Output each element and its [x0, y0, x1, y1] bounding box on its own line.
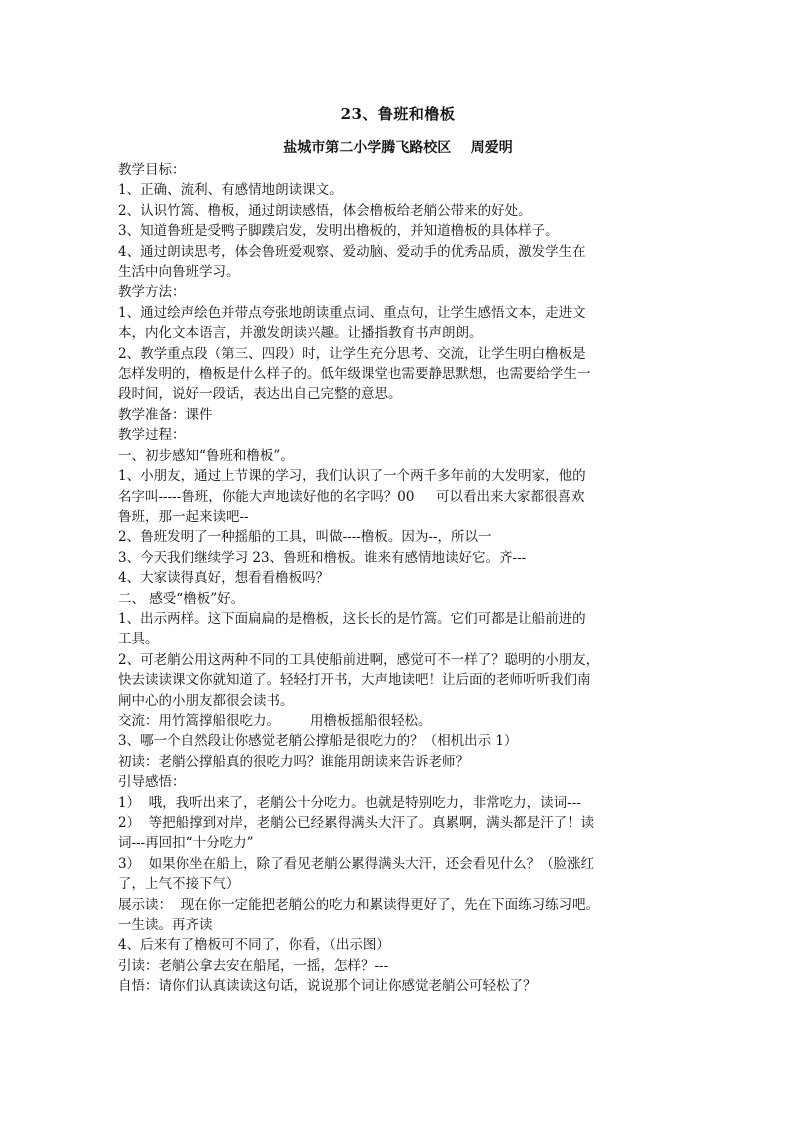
text-line: 1） 哦，我听出来了，老艄公十分吃力。也就是特别吃力，非常吃力，读词--- [118, 794, 581, 811]
text-line: 2） 等把船撑到对岸，老艄公已经累得满头大汗了。真累啊，满头都是汗了！读 [118, 815, 595, 831]
text-line: 生活中向鲁班学习。 [118, 264, 240, 281]
text-line: 教学目标： [118, 162, 186, 178]
text-line: 引导感悟： [118, 774, 186, 791]
text-line: 1、通过绘声绘色并带点夸张地朗读重点词、重点句，让学生感悟文本，走进文 [118, 304, 586, 321]
text-line: 2、教学重点段（第三、四段）时，让学生充分思考、交流，让学生明白橹板是 [118, 345, 586, 362]
text-line: 4、大家读得真好，想看看橹板吗？ [118, 570, 330, 587]
text-line: 1、小朋友，通过上节课的学习，我们认识了一个两千多年前的大发明家，他的 [118, 468, 586, 485]
text-line: 1、出示两样。这下面扁扁的是橹板，这长长的是竹篙。它们可都是让船前进的 [118, 610, 586, 627]
text-line: 展示读： 现在你一定能把老艄公的吃力和累读得更好了，先在下面练习练习吧。 [118, 896, 600, 913]
text-line: 3、知道鲁班是受鸭子脚蹼启发，发明出橹板的，并知道橹板的具体样子。 [118, 223, 559, 240]
text-line: 本，内化文本语言，并激发朗读兴趣。让播指教育书声朗朗。 [118, 325, 483, 342]
document-page [118, 104, 678, 997]
text-line: 了，上气不接下气） [118, 876, 240, 893]
text-line: 4、后来有了橹板可不同了，你看，（出示图） [118, 937, 390, 954]
text-line: 自悟：请你们认真读读这句话，说说那个词让你感觉老艄公可轻松了？ [118, 978, 537, 995]
text-line: 3、哪一个自然段让你感觉老艄公撑船是很吃力的？（相机出示 1） [118, 733, 518, 750]
text-line: 闸中心的小朋友都很会读书。 [118, 692, 294, 709]
text-line: 教学过程： [118, 427, 186, 444]
text-line: 1、正确、流利、有感情地朗读课文。 [118, 182, 343, 199]
text-line: 一生读。再齐读 [118, 917, 213, 934]
text-line: 2、可老艄公用这两种不同的工具使船前进啊，感觉可不一样了？聪明的小朋友， [118, 651, 600, 668]
text-line: 名字叫-----鲁班，你能大声地读好他的名字吗？00 可以看出来大家都很喜欢 [118, 488, 585, 505]
text-line: 词---再回扣“十分吃力” [118, 835, 254, 852]
text-line: 教学方法： [118, 284, 186, 301]
text-line: 2、鲁班发明了一种摇船的工具，叫做----橹板。因为--，所以一 [118, 529, 492, 546]
text-line: 3） 如果你坐在船上，除了看见老艄公累得满头大汗，还会看见什么？（脸涨红 [118, 855, 595, 872]
text-line: 怎样发明的，橹板是什么样子的。低年级课堂也需要静思默想，也需要给学生一 [118, 366, 591, 383]
text-line: 二、 感受“橹板”好。 [118, 590, 245, 607]
text-line: 快去读读课文你就知道了。轻轻打开书，大声地读吧！让后面的老师听听我们南 [118, 672, 591, 689]
text-line: 3、今天我们继续学习 23、鲁班和橹板。谁来有感情地读好它。齐--- [118, 549, 527, 566]
text-line: 段时间，说好一段话，表达出自己完整的意思。 [118, 386, 402, 403]
document-title: 23、鲁班和橹板 [340, 105, 456, 123]
text-line: 一、初步感知“鲁班和橹板”。 [118, 447, 294, 464]
text-line: 教学准备：课件 [118, 406, 213, 423]
text-line: 交流：用竹篙撑船很吃力。 用橹板摇船很轻松。 [118, 712, 432, 729]
text-line: 引读：老艄公拿去安在船尾，一摇，怎样？--- [118, 957, 389, 974]
text-line: 鲁班，那一起来读吧-- [118, 508, 249, 525]
text-line: 初读：老艄公撑船真的很吃力吗？谁能用朗读来告诉老师？ [118, 753, 469, 770]
text-line: 2、认识竹篙、橹板，通过朗读感悟，体会橹板给老艄公带来的好处。 [118, 202, 532, 219]
document-body [118, 160, 678, 997]
author-line: 盐城市第二小学腾飞路校区 周爱明 [283, 140, 513, 156]
text-line: 工具。 [118, 631, 159, 648]
text-line: 4、通过朗读思考，体会鲁班爱观察、爱动脑、爱动手的优秀品质，激发学生在 [118, 243, 586, 260]
